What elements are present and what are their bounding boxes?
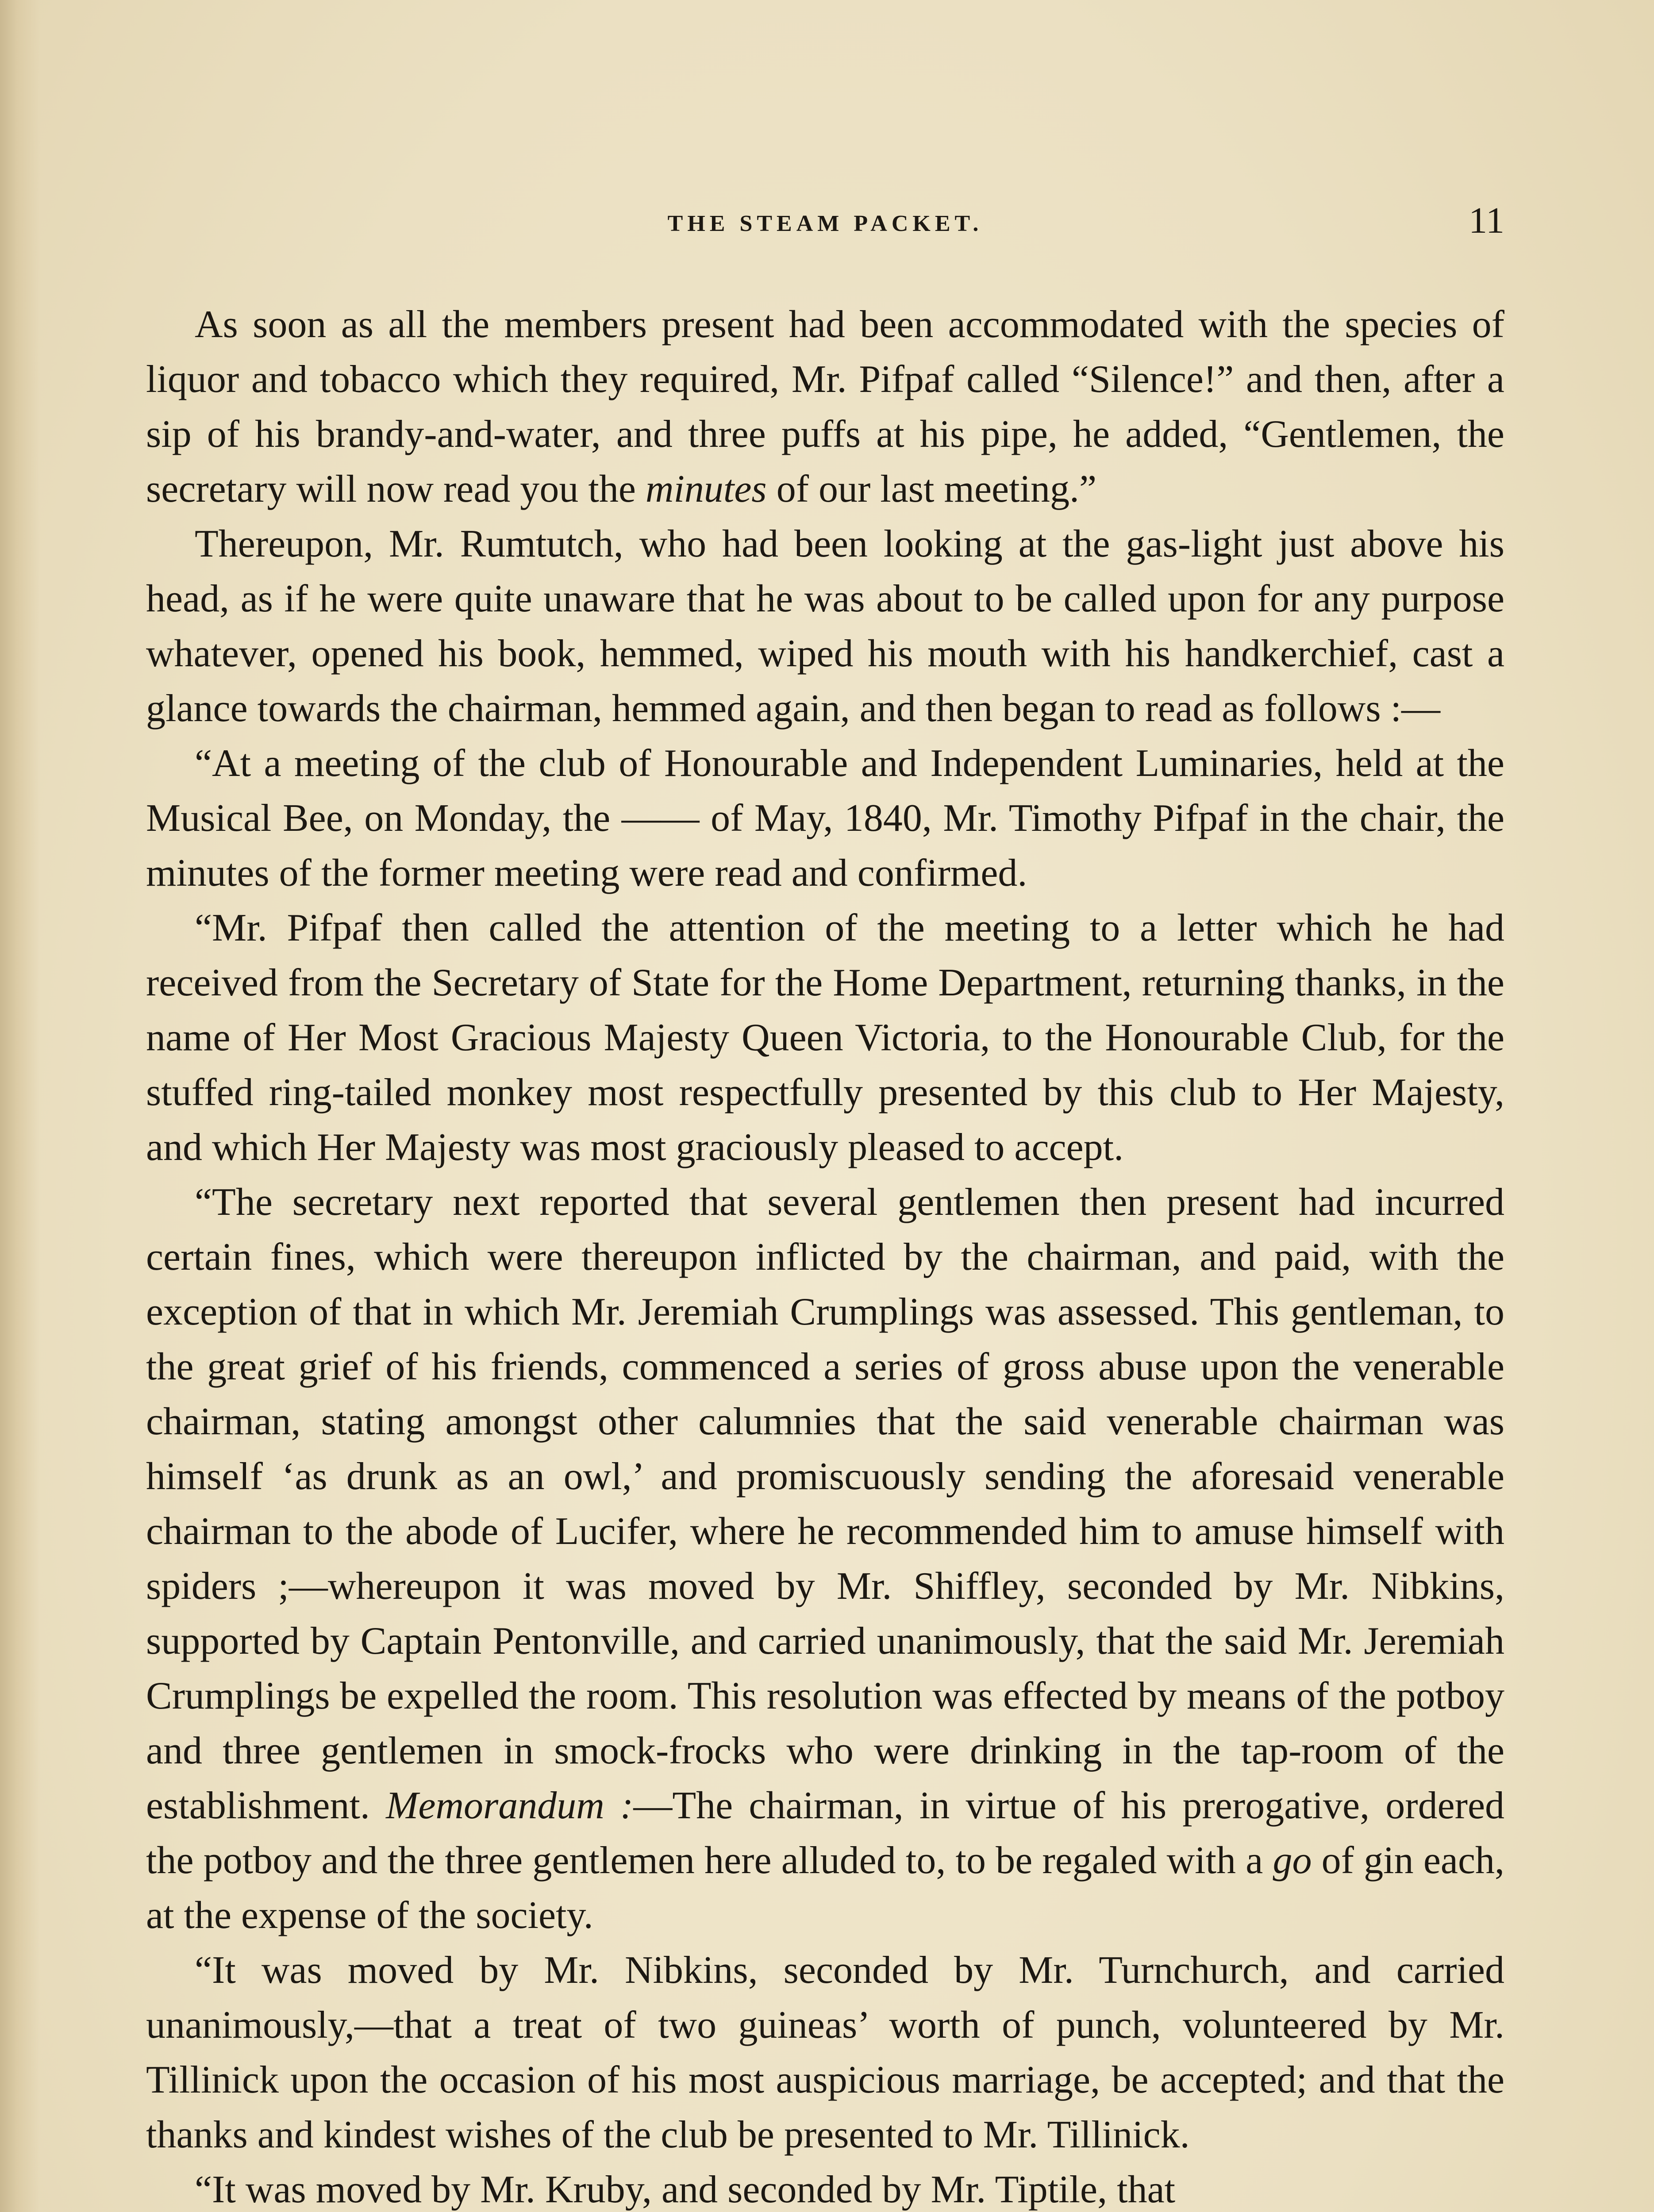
paragraph: [146, 736, 1504, 901]
paragraph: [146, 1175, 1504, 1943]
paragraph: [146, 517, 1504, 736]
running-head: THE STEAM PACKET.: [667, 211, 983, 236]
paragraph-text: “It was moved by Mr. Kruby, and seconded by Mr. Tiptile, that: [195, 2168, 1176, 2211]
paragraph-text: —The chairman, in virtue of his prerogative, ordered the potboy and the three gentlemen here alluded to, to be regaled with a: [146, 1784, 1505, 1882]
page-header: [146, 195, 1504, 248]
paragraph: [146, 297, 1504, 517]
italic-text: minutes: [645, 468, 767, 511]
italic-text: go: [1273, 1839, 1312, 1882]
paragraph-text: “At a meeting of the club of Honourable and Independent Luminaries, held at the Musical Bee, on Monday, the —— of May, 1840, Mr. Timothy Pifpaf in the chair, the minutes of the former meeting were read and confirmed.: [146, 742, 1504, 895]
paragraph: [146, 2162, 1504, 2212]
paragraph-text: of our last meeting.”: [766, 468, 1097, 511]
page-gutter-shadow: [0, 0, 40, 2212]
paragraph-text: “The secretary next reported that several gentlemen then present had incurred certain fines, which were thereupon inflicted by the chairman, and paid, with the exception of that in which Mr. Jeremiah Crumplings was assessed. This gentleman, to the great grief of his friends, commenced a series of gross abuse upon the venerable chairman, stating amongst other calumnies that the said venerable chairman was himself ‘as drunk as an owl,’ and promiscuously sending the aforesaid venerable chairman to the abode of Lucifer, where he recommended him to amuse himself with spiders ;—whereupon it was moved by Mr. Shiffley, seconded by Mr. Nibkins, supported by Captain Pentonville, and carried unanimously, that the said Mr. Jeremiah Crumplings be expelled the room. This resolution was effected by means of the potboy and three gentlemen in smock-frocks who were drinking in the tap-room of the establishment.: [146, 1181, 1504, 1827]
paragraph-text: As soon as all the members present had been accommodated with the species of liquor and tobacco which they required, Mr. Pifpaf called “Silence!” and then, after a sip of his brandy-and-water, and three puffs at his pipe, he added, “Gentlemen, the secretary will now read you the: [146, 303, 1504, 511]
paragraph-text: of gin each, at the expense of the society.: [146, 1839, 1504, 1937]
paragraph-text: Thereupon, Mr. Rumtutch, who had been looking at the gas-light just above his head, as if he were quite unaware that he was about to be called upon for any purpose whatever, opened his book, hemmed, wiped his mouth with his handkerchief, cast a glance towards the chairman, hemmed again, and then began to read as follows :—: [146, 522, 1504, 730]
paragraph: [146, 1943, 1504, 2162]
body-text: [146, 297, 1504, 2212]
page-number: 11: [1469, 200, 1504, 241]
paragraph: [146, 901, 1504, 1175]
paragraph-text: “It was moved by Mr. Nibkins, seconded by Mr. Turnchurch, and carried unanimously,—that a treat of two guineas’ worth of punch, volunteered by Mr. Tillinick upon the occasion of his most auspicious marriage, be accepted; and that the thanks and kindest wishes of the club be presented to Mr. Tillinick.: [146, 1949, 1504, 2156]
paragraph-text: “Mr. Pifpaf then called the attention of the meeting to a letter which he had received from the Secretary of State for the Home Department, returning thanks, in the name of Her Most Gracious Majesty Queen Victoria, to the Honourable Club, for the stuffed ring-tailed monkey most respectfully presented by this club to Her Majesty, and which Her Majesty was most graciously pleased to accept.: [146, 906, 1504, 1169]
italic-text: Memorandum :: [386, 1784, 634, 1827]
